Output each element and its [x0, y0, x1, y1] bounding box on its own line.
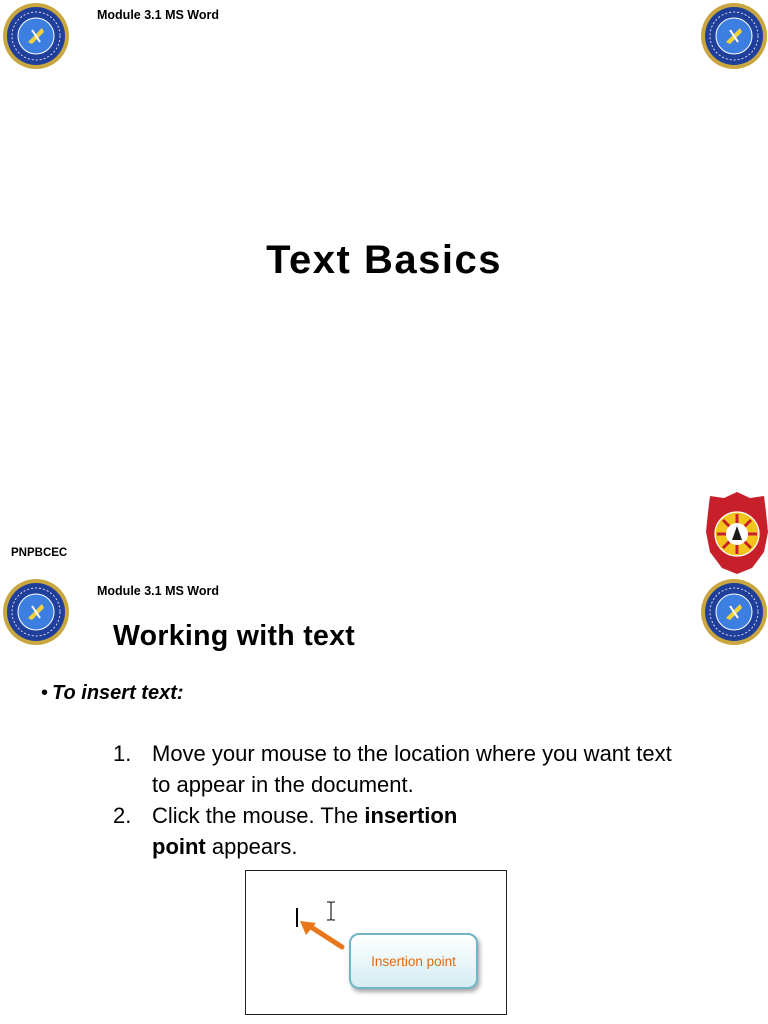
slide-title: Text Basics [266, 238, 502, 282]
numbered-steps [113, 738, 693, 862]
step-number: 2. [113, 803, 132, 828]
bullet-text: To insert text: [52, 682, 184, 704]
footer-label: PNPBCEC [11, 547, 68, 559]
step-text: Move your mouse to the location where you want text to appear in the document. [152, 741, 672, 797]
module-label: Module 3.1 MS Word [97, 8, 219, 22]
module-label: Module 3.1 MS Word [97, 584, 219, 598]
insertion-point-illustration [245, 870, 507, 1015]
step-item [113, 738, 693, 800]
college-seal-logo [700, 578, 768, 646]
college-seal-logo [2, 2, 70, 70]
bullet-dot: • [41, 682, 49, 704]
step-number: 1. [113, 741, 132, 766]
insertion-point-callout: Insertion point [349, 933, 478, 989]
bullet-item [41, 682, 184, 705]
slide-working-with-text [0, 576, 768, 1024]
section-heading: Working with text [113, 620, 356, 652]
step-text-part: Click the mouse. The [152, 803, 365, 828]
step-text-bold: insertion point [152, 803, 458, 859]
college-seal-logo [2, 578, 70, 646]
step-item [113, 800, 693, 862]
step-text-part: appears. [205, 834, 298, 859]
step-text [152, 800, 512, 862]
pnp-badge-logo [706, 490, 768, 576]
college-seal-logo [700, 2, 768, 70]
i-beam-cursor-icon [323, 901, 339, 921]
